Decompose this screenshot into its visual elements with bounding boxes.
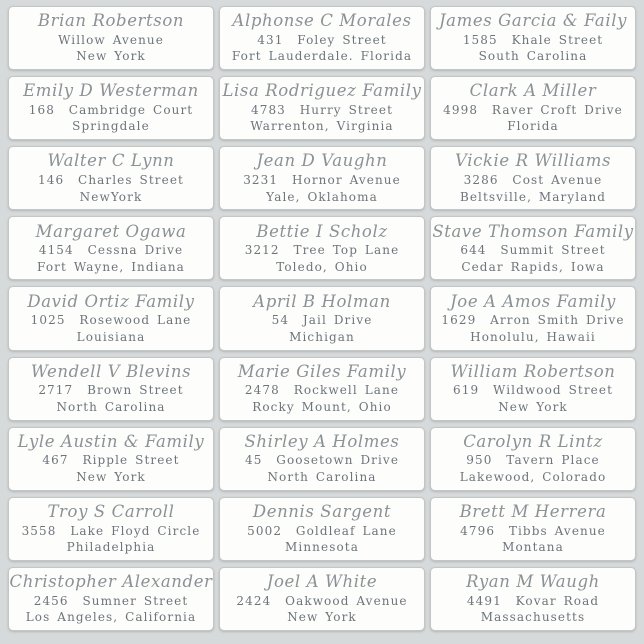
address-label — [430, 286, 636, 350]
address-line-2: Warrenton, Virginia — [250, 119, 394, 134]
recipient-name: Walter C Lynn — [47, 151, 175, 171]
address-line-1: 2717 Brown Street — [38, 383, 184, 398]
recipient-name: Brian Robertson — [37, 11, 185, 31]
address-line-2: Lakewood, Colorado — [459, 470, 607, 485]
address-line-2: NewYork — [79, 189, 143, 204]
recipient-name: Margaret Ogawa — [35, 221, 187, 241]
recipient-name: Clark A Miller — [469, 81, 597, 101]
address-line-2: Fort Lauderdale. Florida — [231, 49, 413, 64]
recipient-name: Bettie I Scholz — [256, 221, 388, 241]
recipient-name: Ryan M Waugh — [466, 572, 600, 592]
address-line-2: Montana — [502, 540, 564, 555]
address-line-2: New York — [498, 399, 568, 414]
recipient-name: Shirley A Holmes — [244, 431, 400, 451]
address-label — [430, 497, 636, 561]
address-label-sheet — [8, 6, 636, 631]
address-label — [430, 427, 636, 491]
recipient-name: April B Holman — [253, 291, 391, 311]
address-line-1: 1629 Arron Smith Drive — [441, 313, 625, 328]
address-line-2: North Carolina — [267, 470, 377, 485]
address-line-1: 5002 Goldleaf Lane — [247, 523, 397, 538]
address-line-1: 431 Foley Street — [257, 32, 387, 47]
address-line-1: 54 Jail Drive — [271, 313, 373, 328]
address-label — [8, 427, 214, 491]
address-line-1: 2456 Sumner Street — [33, 593, 189, 608]
address-line-1: Willow Avenue — [58, 32, 164, 47]
recipient-name: Carolyn R Lintz — [463, 431, 603, 451]
address-line-2: Florida — [507, 119, 559, 134]
address-line-2: Springdale — [72, 119, 150, 134]
address-label — [8, 6, 214, 70]
address-line-1: 4491 Kovar Road — [466, 593, 600, 608]
address-line-1: 2424 Oakwood Avenue — [236, 593, 408, 608]
address-line-2: New York — [76, 470, 146, 485]
address-label — [219, 286, 425, 350]
address-line-1: 644 Summit Street — [460, 243, 606, 258]
address-line-2: Los Angeles, California — [25, 610, 197, 625]
address-line-2: South Carolina — [478, 49, 588, 64]
address-label — [219, 6, 425, 70]
address-label — [8, 567, 214, 631]
recipient-name: Joe A Amos Family — [450, 291, 616, 311]
address-line-2: Honolulu, Hawaii — [470, 329, 596, 344]
address-line-1: 4154 Cessna Drive — [38, 243, 184, 258]
recipient-name: James Garcia & Faily — [438, 11, 628, 31]
address-line-2: New York — [76, 49, 146, 64]
address-label — [8, 146, 214, 210]
address-label — [430, 216, 636, 280]
address-line-2: Philadelphia — [66, 540, 156, 555]
address-label — [219, 427, 425, 491]
recipient-name: Stave Thomson Family — [432, 221, 634, 241]
recipient-name: Emily D Westerman — [23, 81, 199, 101]
address-line-1: 467 Ripple Street — [42, 453, 180, 468]
address-line-1: 4998 Raver Croft Drive — [443, 102, 623, 117]
address-line-2: New York — [287, 610, 357, 625]
address-label — [219, 76, 425, 140]
address-label — [219, 567, 425, 631]
address-label — [8, 286, 214, 350]
address-label — [8, 216, 214, 280]
address-line-1: 146 Charles Street — [38, 173, 184, 188]
recipient-name: Alphonse C Morales — [232, 11, 412, 31]
address-line-2: Fort Wayne, Indiana — [37, 259, 185, 274]
address-line-2: Rocky Mount, Ohio — [252, 399, 392, 414]
recipient-name: Marie Giles Family — [237, 361, 407, 381]
recipient-name: David Ortiz Family — [27, 291, 195, 311]
recipient-name: Christopher Alexander — [9, 572, 213, 592]
address-label — [219, 357, 425, 421]
address-label — [219, 216, 425, 280]
address-line-1: 3286 Cost Avenue — [463, 173, 603, 188]
recipient-name: Jean D Vaughn — [256, 151, 388, 171]
recipient-name: Troy S Carroll — [47, 501, 175, 521]
address-line-2: Louisiana — [76, 329, 146, 344]
recipient-name: Wendell V Blevins — [30, 361, 192, 381]
address-line-2: Minnesota — [285, 540, 359, 555]
recipient-name: Dennis Sargent — [252, 501, 392, 521]
address-line-1: 950 Tavern Place — [466, 453, 600, 468]
address-line-1: 4783 Hurry Street — [250, 102, 394, 117]
address-line-2: Yale, Oklahoma — [266, 189, 378, 204]
address-line-2: Beltsville, Maryland — [459, 189, 607, 204]
address-line-1: 4796 Tibbs Avenue — [460, 523, 606, 538]
address-label — [8, 497, 214, 561]
address-line-2: Michigan — [289, 329, 355, 344]
address-line-1: 3212 Tree Top Lane — [244, 243, 400, 258]
recipient-name: William Robertson — [450, 361, 616, 381]
recipient-name: Vickie R Williams — [454, 151, 612, 171]
address-line-2: Cedar Rapids, Iowa — [461, 259, 605, 274]
address-label — [430, 146, 636, 210]
address-line-1: 45 Goosetown Drive — [244, 453, 400, 468]
address-line-1: 1025 Rosewood Lane — [30, 313, 192, 328]
address-label — [430, 76, 636, 140]
address-label — [219, 146, 425, 210]
recipient-name: Joel A White — [266, 572, 378, 592]
address-line-1: 3558 Lake Floyd Circle — [21, 523, 201, 538]
address-line-1: 619 Wildwood Street — [452, 383, 614, 398]
address-line-1: 1585 Khale Street — [462, 32, 604, 47]
address-line-1: 3231 Hornor Avenue — [243, 173, 401, 188]
recipient-name: Lyle Austin & Family — [17, 431, 205, 451]
recipient-name: Brett M Herrera — [459, 501, 607, 521]
address-label — [430, 6, 636, 70]
address-label — [219, 497, 425, 561]
address-label — [8, 357, 214, 421]
address-line-2: Toledo, Ohio — [276, 259, 368, 274]
address-label — [8, 76, 214, 140]
address-line-1: 168 Cambridge Court — [28, 102, 194, 117]
address-line-2: North Carolina — [56, 399, 166, 414]
address-line-2: Massachusetts — [480, 610, 586, 625]
address-label — [430, 567, 636, 631]
recipient-name: Lisa Rodriguez Family — [222, 81, 422, 101]
address-label — [430, 357, 636, 421]
address-line-1: 2478 Rockwell Lane — [244, 383, 400, 398]
